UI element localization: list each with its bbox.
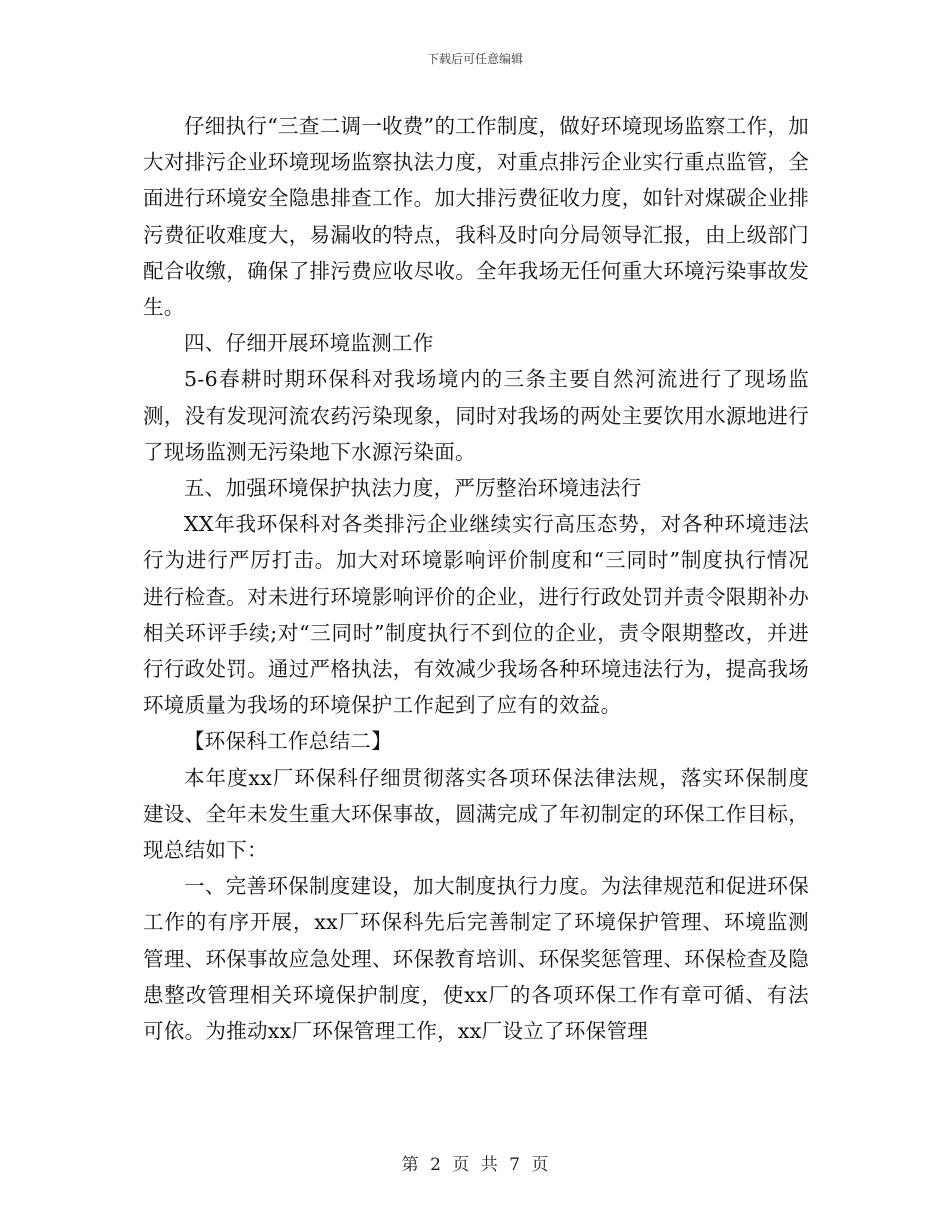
page-number: 第 2 页 共 7 页 [401, 1155, 549, 1175]
section-heading: 五、加强环境保护执法力度，严厉整治环境违法行 [184, 476, 642, 501]
paragraph: 一、完善环保制度建设，加大制度执行力度。为法律规范和促进环保工作的有序开展，xx厂环保科先后完善制定了环境保护管理、环境监测管理、环保事故应急处理、环保教育培训、环保奖惩管理、环保检查及隐患整改管理相关环境保护制度，使xx厂的各项环保工作有章可循、有法可依。为推动xx厂环保管理工作，xx厂设立了环保管理 [143, 874, 809, 1044]
paragraph: XX年我环保科对各类排污企业继续实行高压态势，对各种环境违法行为进行严厉打击。加大对环境影响评价制度和“三同时”制度执行情况进行检查。对未进行环境影响评价的企业，进行行政处罚并责令限期补办相关环评手续;对“三同时”制度执行不到位的企业，责令限期整改，并进行行政处罚。通过严格执法，有效减少我场各种环境违法行为，提高我场环境质量为我场的环境保护工作起到了应有的效益。 [143, 512, 809, 718]
paragraph: 仔细执行“三查二调一收费”的工作制度，做好环境现场监察工作，加大对排污企业环境现场监察执法力度，对重点排污企业实行重点监管，全面进行环境安全隐患排查工作。加大排污费征收力度，如针对煤碳企业排污费征收难度大，易漏收的特点，我科及时向分局领导汇报，由上级部门配合收缴，确保了排污费应收尽收。全年我场无任何重大环境污染事故发生。 [143, 114, 809, 320]
document-body [143, 108, 809, 1049]
paragraph: 5-6春耕时期环保科对我场境内的三条主要自然河流进行了现场监测，没有发现河流农药污染现象，同时对我场的两处主要饮用水源地进行了现场监测无污染地下水源污染面。 [143, 367, 809, 464]
paragraph: 本年度xx厂环保科仔细贯彻落实各项环保法律法规，落实环保制度建设、全年未发生重大环保事故，圆满完成了年初制定的环保工作目标，现总结如下： [143, 765, 809, 863]
section-heading: 四、仔细开展环境监测工作 [184, 331, 434, 356]
page-header: 下载后可任意编辑 [426, 52, 523, 66]
section-title: 【环保科工作总结二】 [184, 729, 392, 754]
